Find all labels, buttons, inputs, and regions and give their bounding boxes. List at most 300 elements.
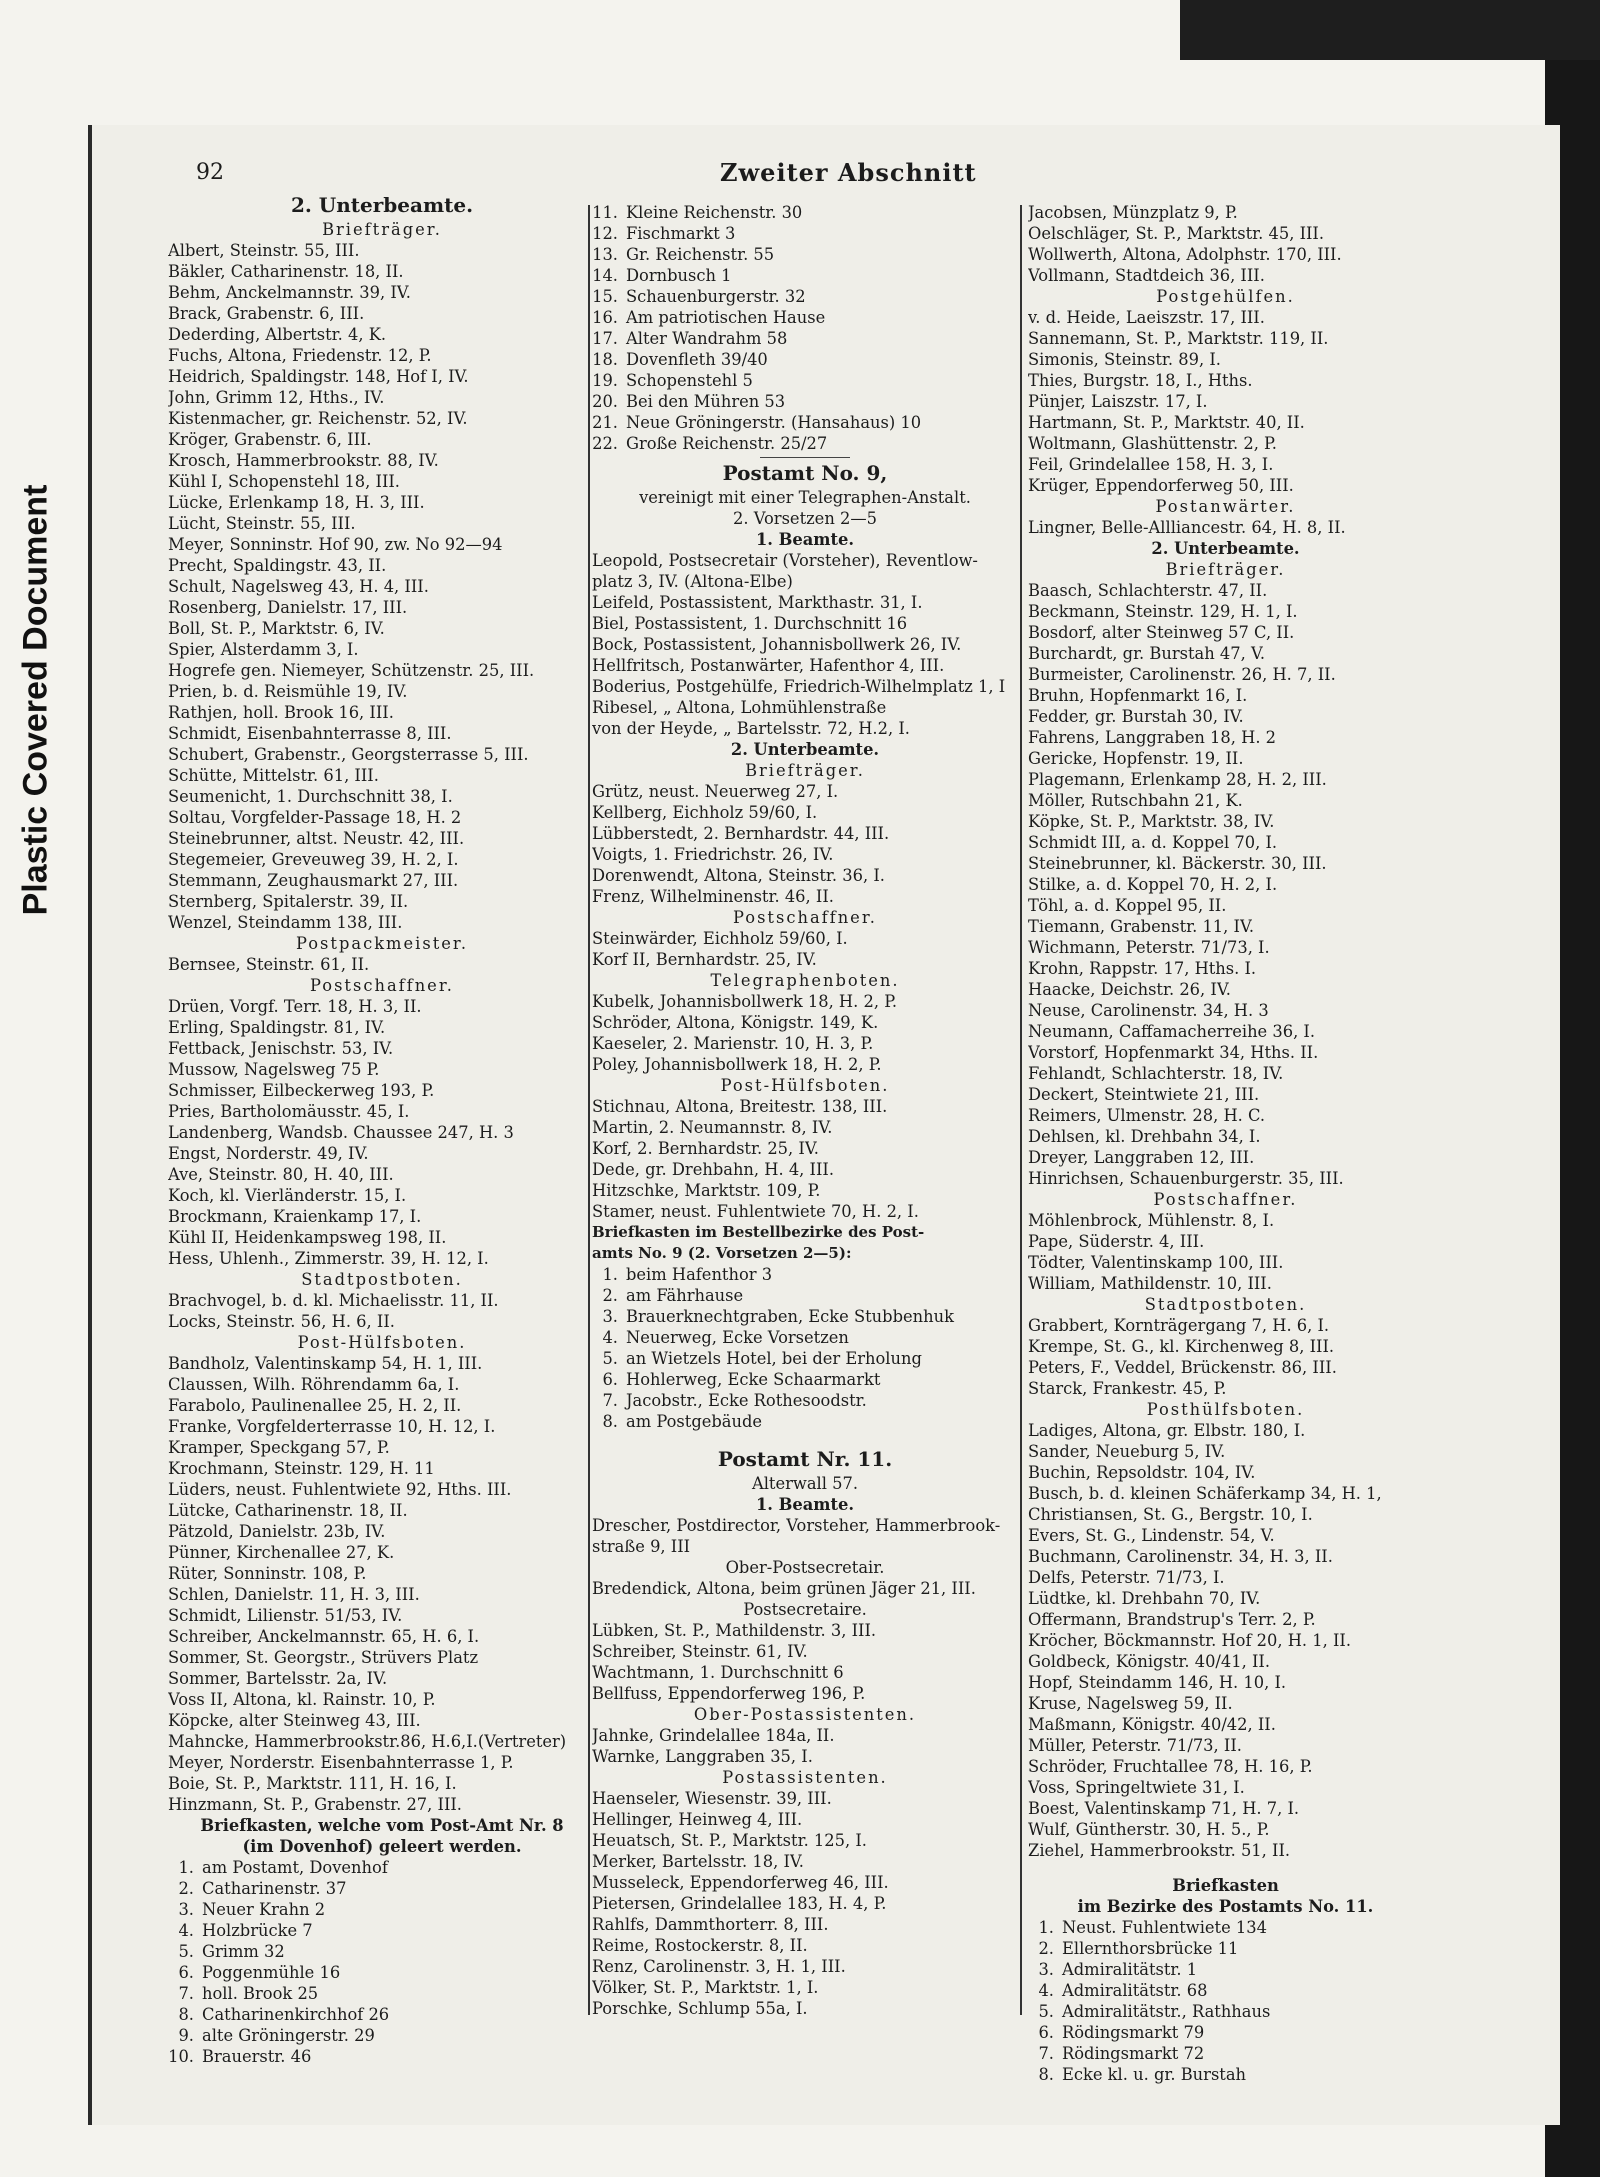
entry-text: Vorstorf, Hopfenmarkt 34, Hths. II. — [1028, 1043, 1319, 1062]
list-number: 4. — [178, 1921, 194, 1940]
directory-entry — [168, 891, 596, 912]
entry-text: Mussow, Nagelsweg 75 P. — [168, 1060, 380, 1079]
entry-text: Kröcher, Böckmannstr. Hof 20, H. 1, II. — [1028, 1631, 1352, 1650]
directory-entry — [1028, 1168, 1423, 1189]
entry-text: Bock, Postassistent, Johannisbollwerk 26, IV. — [592, 635, 962, 654]
directory-entry — [1028, 202, 1423, 223]
entry-text: Christiansen, St. G., Bergstr. 10, I. — [1028, 1505, 1313, 1524]
entry-text: Fettback, Jenischstr. 53, IV. — [168, 1039, 394, 1058]
entry-text: Rosenberg, Danielstr. 17, III. — [168, 598, 408, 617]
entry-text: Dede, gr. Drehbahn, H. 4, III. — [592, 1160, 834, 1179]
directory-entry — [168, 324, 596, 345]
list-number: 5. — [1038, 2002, 1054, 2021]
directory-entry — [592, 634, 1018, 655]
directory-entry — [168, 408, 596, 429]
directory-entry — [1028, 790, 1423, 811]
directory-entry — [1028, 1126, 1423, 1147]
entry-text: Seumenicht, 1. Durchschnitt 38, I. — [168, 787, 453, 806]
directory-entry — [1028, 265, 1423, 286]
entry-text: Musseleck, Eppendorferweg 46, III. — [592, 1873, 889, 1892]
bold-heading — [168, 1815, 596, 1836]
mailbox-list-item — [168, 1920, 596, 1941]
entry-text: Dederding, Albertstr. 4, K. — [168, 325, 387, 344]
directory-entry — [592, 1662, 1018, 1683]
directory-entry — [592, 1180, 1018, 1201]
centered-note — [592, 1599, 1018, 1620]
bold-heading — [168, 1836, 596, 1857]
list-number: 6. — [178, 1963, 194, 1982]
entry-text: Briefkasten — [1172, 1876, 1279, 1895]
directory-entry — [1028, 643, 1423, 664]
entry-text: Prien, b. d. Reismühle 19, IV. — [168, 682, 408, 701]
entry-text: Stamer, neust. Fuhlentwiete 70, H. 2, I. — [592, 1202, 919, 1221]
directory-entry — [168, 555, 596, 576]
mailbox-list-item — [592, 370, 1018, 391]
bold-heading — [1028, 1896, 1423, 1917]
entry-text: Brauerknechtgraben, Ecke Stubbenhuk — [626, 1307, 954, 1326]
entry-text: Bandholz, Valentinskamp 54, H. 1, III. — [168, 1354, 483, 1373]
entry-text: Krosch, Hammerbrookstr. 88, IV. — [168, 451, 439, 470]
directory-entry — [1028, 580, 1423, 601]
entry-text: Plagemann, Erlenkamp 28, H. 2, III. — [1028, 770, 1327, 789]
directory-entry — [1028, 1105, 1423, 1126]
directory-entry — [168, 1437, 596, 1458]
list-number: 15. — [592, 287, 618, 306]
entry-text: Rödingsmarkt 79 — [1062, 2023, 1205, 2042]
mailbox-list-item — [168, 2004, 596, 2025]
directory-entry — [1028, 1567, 1423, 1588]
entry-text: Tiemann, Grabenstr. 11, IV. — [1028, 917, 1255, 936]
directory-entry — [168, 1647, 596, 1668]
directory-entry — [168, 1290, 596, 1311]
entry-text: Bredendick, Altona, beim grünen Jäger 21, III. — [592, 1579, 976, 1598]
directory-entry — [1028, 328, 1423, 349]
entry-text: Burchardt, gr. Burstah 47, V. — [1028, 644, 1266, 663]
entry-text: Krohn, Rappstr. 17, Hths. I. — [1028, 959, 1257, 978]
entry-text: Porschke, Schlump 55a, I. — [592, 1999, 808, 2018]
directory-entry — [168, 870, 596, 891]
directory-entry — [1028, 1231, 1423, 1252]
entry-text: Pätzold, Danielstr. 23b, IV. — [168, 1522, 386, 1541]
directory-entry — [168, 1794, 596, 1815]
plastic-covered-text: Plastic Covered Document — [16, 484, 55, 916]
entry-text: Brachvogel, b. d. kl. Michaelisstr. 11, II. — [168, 1291, 499, 1310]
directory-entry — [592, 1536, 1018, 1557]
directory-entry — [592, 1851, 1018, 1872]
entry-text: Schlen, Danielstr. 11, H. 3, III. — [168, 1585, 420, 1604]
directory-entry — [592, 949, 1018, 970]
directory-entry — [592, 1578, 1018, 1599]
directory-entry — [592, 1012, 1018, 1033]
mailbox-list-item — [168, 1983, 596, 2004]
entry-text: Schröder, Altona, Königstr. 149, K. — [592, 1013, 879, 1032]
entry-text: Kaeseler, 2. Marienstr. 10, H. 3, P. — [592, 1034, 874, 1053]
entry-text: Köpke, St. P., Marktstr. 38, IV. — [1028, 812, 1275, 831]
directory-entry — [1028, 685, 1423, 706]
entry-text: Müller, Peterstr. 71/73, II. — [1028, 1736, 1242, 1755]
entry-text: Fahrens, Langgraben 18, H. 2 — [1028, 728, 1277, 747]
directory-entry — [592, 1998, 1018, 2019]
entry-text: Bosdorf, alter Steinweg 57 C, II. — [1028, 623, 1295, 642]
directory-entry — [1028, 391, 1423, 412]
directory-entry — [592, 655, 1018, 676]
entry-text: Lübberstedt, 2. Bernhardstr. 44, III. — [592, 824, 890, 843]
directory-entry — [592, 676, 1018, 697]
centered-note — [592, 1473, 1018, 1494]
entry-text: Briefträger. — [745, 761, 865, 780]
entry-text: Ober-Postassistenten. — [693, 1705, 917, 1724]
entry-text: Pünjer, Laiszstr. 17, I. — [1028, 392, 1208, 411]
directory-entry — [592, 613, 1018, 634]
mailbox-list-item — [1028, 2001, 1423, 2022]
entry-text: 2. Unterbeamte. — [290, 193, 474, 217]
directory-entry — [168, 1395, 596, 1416]
scan-dark-corner — [1180, 0, 1600, 60]
mailbox-list-item — [1028, 2022, 1423, 2043]
entry-text: Heuatsch, St. P., Marktstr. 125, I. — [592, 1831, 867, 1850]
entry-text: Schröder, Fruchtallee 78, H. 16, P. — [1028, 1757, 1313, 1776]
directory-entry — [168, 492, 596, 513]
directory-entry — [592, 1893, 1018, 1914]
entry-text: Simonis, Steinstr. 89, I. — [1028, 350, 1221, 369]
entry-text: Posthülfsboten. — [1146, 1400, 1305, 1419]
directory-entry — [168, 303, 596, 324]
directory-entry — [592, 823, 1018, 844]
subsection-heading — [168, 1269, 596, 1290]
directory-entry — [168, 954, 596, 975]
directory-entry — [168, 744, 596, 765]
directory-entry — [1028, 1777, 1423, 1798]
directory-entry — [168, 261, 596, 282]
entry-text: Admiralitätstr., Rathhaus — [1062, 2002, 1271, 2021]
entry-text: Pünner, Kirchenallee 27, K. — [168, 1543, 395, 1562]
directory-entry — [1028, 1315, 1423, 1336]
entry-text: Hartmann, St. P., Marktstr. 40, II. — [1028, 413, 1305, 432]
running-head: Zweiter Abschnitt — [720, 158, 977, 187]
entry-text: Möller, Rutschbahn 21, K. — [1028, 791, 1243, 810]
entry-text: Dovenfleth 39/40 — [626, 350, 768, 369]
directory-entry — [168, 597, 596, 618]
list-number: 6. — [1038, 2023, 1054, 2042]
entry-text: Meyer, Sonninstr. Hof 90, zw. No 92—94 — [168, 535, 503, 554]
entry-text: Dehlsen, kl. Drehbahn 34, I. — [1028, 1127, 1261, 1146]
entry-text: Postschaffner. — [1153, 1190, 1298, 1209]
directory-entry — [168, 1542, 596, 1563]
mailbox-list-item — [592, 1348, 1018, 1369]
directory-entry — [1028, 769, 1423, 790]
right-column — [1028, 202, 1423, 2085]
entry-text: Poley, Johannisbollwerk 18, H. 2, P. — [592, 1055, 882, 1074]
left-column — [168, 192, 596, 2067]
mailbox-list-item — [592, 286, 1018, 307]
entry-text: Rahlfs, Dammthorterr. 8, III. — [592, 1915, 829, 1934]
mailbox-list-item — [168, 1878, 596, 1899]
directory-entry — [1028, 1357, 1423, 1378]
directory-entry — [1028, 1336, 1423, 1357]
list-number: 21. — [592, 413, 618, 432]
entry-text: Ladiges, Altona, gr. Elbstr. 180, I. — [1028, 1421, 1306, 1440]
directory-entry — [168, 912, 596, 933]
entry-text: Voigts, 1. Friedrichstr. 26, IV. — [592, 845, 834, 864]
entry-text: Rathjen, holl. Brook 16, III. — [168, 703, 394, 722]
directory-entry — [168, 282, 596, 303]
entry-text: Starck, Frankestr. 45, P. — [1028, 1379, 1227, 1398]
entry-text: Kellberg, Eichholz 59/60, I. — [592, 803, 818, 822]
list-number: 4. — [602, 1328, 618, 1347]
directory-entry — [168, 1143, 596, 1164]
entry-text: Töhl, a. d. Koppel 95, II. — [1028, 896, 1227, 915]
directory-entry — [592, 886, 1018, 907]
bold-heading — [592, 1222, 1018, 1243]
entry-text: Ave, Steinstr. 80, H. 40, III. — [168, 1165, 394, 1184]
mailbox-list-item — [592, 1369, 1018, 1390]
centered-note — [592, 508, 1018, 529]
subsection-heading — [1028, 1189, 1423, 1210]
entry-text: holl. Brook 25 — [202, 1984, 319, 2003]
directory-entry — [592, 1033, 1018, 1054]
directory-entry — [1028, 664, 1423, 685]
directory-entry — [592, 991, 1018, 1012]
entry-text: Hopf, Steindamm 146, H. 10, I. — [1028, 1673, 1287, 1692]
entry-text: Renz, Carolinenstr. 3, H. 1, III. — [592, 1957, 846, 1976]
entry-text: Merker, Bartelsstr. 18, IV. — [592, 1852, 804, 1871]
entry-text: Postamt Nr. 11. — [717, 1447, 893, 1471]
directory-entry — [592, 928, 1018, 949]
directory-entry — [592, 1935, 1018, 1956]
entry-text: Peters, F., Veddel, Brückenstr. 86, III. — [1028, 1358, 1337, 1377]
mailbox-list-item — [592, 1264, 1018, 1285]
mailbox-list-item — [1028, 1980, 1423, 2001]
directory-entry — [1028, 1063, 1423, 1084]
directory-entry — [1028, 1378, 1423, 1399]
entry-text: Precht, Spaldingstr. 43, II. — [168, 556, 387, 575]
list-number: 2. — [1038, 1939, 1054, 1958]
list-number: 8. — [602, 1412, 618, 1431]
mailbox-list-item — [592, 1411, 1018, 1432]
subsection-heading — [1028, 496, 1423, 517]
directory-entry — [1028, 916, 1423, 937]
entry-text: Voss, Springeltwiete 31, I. — [1028, 1778, 1245, 1797]
directory-entry — [1028, 433, 1423, 454]
entry-text: Woltmann, Glashüttenstr. 2, P. — [1028, 434, 1277, 453]
directory-entry — [168, 1521, 596, 1542]
directory-entry — [1028, 1651, 1423, 1672]
directory-entry — [1028, 1210, 1423, 1231]
column-divider-right — [1020, 205, 1022, 2015]
entry-text: Kröger, Grabenstr. 6, III. — [168, 430, 372, 449]
entry-text: Ober-Postsecretair. — [725, 1558, 885, 1577]
list-number: 16. — [592, 308, 618, 327]
entry-text: Krüger, Eppendorferweg 50, III. — [1028, 476, 1294, 495]
directory-entry — [168, 1017, 596, 1038]
entry-text: Kistenmacher, gr. Reichenstr. 52, IV. — [168, 409, 468, 428]
entry-text: Drüen, Vorgf. Terr. 18, H. 3, II. — [168, 997, 422, 1016]
entry-text: Sander, Neueburg 5, IV. — [1028, 1442, 1226, 1461]
entry-text: Hellinger, Heinweg 4, III. — [592, 1810, 803, 1829]
entry-text: alte Gröningerstr. 29 — [202, 2026, 375, 2045]
entry-text: Stegemeier, Greveuweg 39, H. 2, I. — [168, 850, 459, 869]
entry-text: Schmidt III, a. d. Koppel 70, I. — [1028, 833, 1278, 852]
directory-entry — [168, 1059, 596, 1080]
mailbox-list-item — [592, 349, 1018, 370]
entry-text: Schubert, Grabenstr., Georgsterrasse 5, III. — [168, 745, 529, 764]
mailbox-list-item — [592, 1285, 1018, 1306]
entry-text: 2. Unterbeamte. — [1151, 539, 1300, 558]
list-number: 1. — [602, 1265, 618, 1284]
entry-text: Lüders, neust. Fuhlentwiete 92, Hths. III. — [168, 1480, 512, 1499]
directory-entry — [168, 1458, 596, 1479]
entry-text: Kramper, Speckgang 57, P. — [168, 1438, 390, 1457]
entry-text: Tödter, Valentinskamp 100, III. — [1028, 1253, 1284, 1272]
directory-entry — [168, 1416, 596, 1437]
subsection-heading — [168, 975, 596, 996]
directory-entry — [592, 1725, 1018, 1746]
entry-text: Hohlerweg, Ecke Schaarmarkt — [626, 1370, 881, 1389]
entry-text: Brauerstr. 46 — [202, 2047, 312, 2066]
directory-entry — [1028, 1609, 1423, 1630]
directory-entry — [168, 1248, 596, 1269]
directory-entry — [168, 513, 596, 534]
subsection-heading — [592, 970, 1018, 991]
directory-entry — [1028, 1756, 1423, 1777]
directory-entry — [1028, 370, 1423, 391]
directory-entry — [1028, 1546, 1423, 1567]
entry-text: am Postamt, Dovenhof — [202, 1858, 388, 1877]
section-gap — [592, 1432, 1018, 1446]
entry-text: Sternberg, Spitalerstr. 39, II. — [168, 892, 409, 911]
directory-entry — [1028, 958, 1423, 979]
directory-entry — [168, 702, 596, 723]
directory-entry — [168, 429, 596, 450]
entry-text: Krempe, St. G., kl. Kirchenweg 8, III. — [1028, 1337, 1335, 1356]
entry-text: Boll, St. P., Marktstr. 6, IV. — [168, 619, 385, 638]
mailbox-list-item — [168, 2025, 596, 2046]
page-number: 92 — [196, 160, 224, 185]
entry-text: Haenseler, Wiesenstr. 39, III. — [592, 1789, 832, 1808]
middle-column — [592, 202, 1018, 2019]
entry-text: Delfs, Peterstr. 71/73, I. — [1028, 1568, 1225, 1587]
subsection-heading — [592, 1767, 1018, 1788]
entry-text: Stilke, a. d. Koppel 70, H. 2, I. — [1028, 875, 1278, 894]
entry-text: Burmeister, Carolinenstr. 26, H. 7, II. — [1028, 665, 1336, 684]
directory-entry — [1028, 307, 1423, 328]
directory-entry — [1028, 832, 1423, 853]
entry-text: Hogrefe gen. Niemeyer, Schützenstr. 25, III. — [168, 661, 535, 680]
directory-entry — [592, 697, 1018, 718]
entry-text: Spier, Alsterdamm 3, I. — [168, 640, 359, 659]
directory-entry — [592, 844, 1018, 865]
list-number: 1. — [1038, 1918, 1054, 1937]
entry-text: Brack, Grabenstr. 6, III. — [168, 304, 365, 323]
directory-entry — [168, 849, 596, 870]
subsection-heading — [592, 760, 1018, 781]
directory-entry — [168, 1689, 596, 1710]
centered-note — [592, 487, 1018, 508]
entry-text: Schreiber, Steinstr. 61, IV. — [592, 1642, 808, 1661]
directory-entry — [1028, 979, 1423, 1000]
entry-text: Maßmann, Königstr. 40/42, II. — [1028, 1715, 1276, 1734]
directory-entry — [1028, 1504, 1423, 1525]
entry-text: Catharinenstr. 37 — [202, 1879, 347, 1898]
entry-text: Schmisser, Eilbeckerweg 193, P. — [168, 1081, 435, 1100]
mailbox-list-item — [592, 244, 1018, 265]
entry-text: Fedder, gr. Burstah 30, IV. — [1028, 707, 1244, 726]
entry-text: beim Hafenthor 3 — [626, 1265, 773, 1284]
entry-text: Neue Gröningerstr. (Hansahaus) 10 — [626, 413, 922, 432]
entry-text: Postgehülfen. — [1156, 287, 1295, 306]
list-number: 5. — [602, 1349, 618, 1368]
directory-entry — [1028, 1630, 1423, 1651]
entry-text: Mahncke, Hammerbrookstr.86, H.6,I.(Vertreter) — [168, 1732, 567, 1751]
list-number: 5. — [178, 1942, 194, 1961]
directory-entry — [1028, 1000, 1423, 1021]
entry-text: Schult, Nagelsweg 43, H. 4, III. — [168, 577, 429, 596]
directory-entry — [168, 1773, 596, 1794]
directory-entry — [168, 639, 596, 660]
entry-text: Krochmann, Steinstr. 129, H. 11 — [168, 1459, 435, 1478]
directory-entry — [168, 387, 596, 408]
entry-text: Neuerweg, Ecke Vorsetzen — [626, 1328, 849, 1347]
entry-text: Albert, Steinstr. 55, III. — [168, 241, 360, 260]
list-number: 6. — [602, 1370, 618, 1389]
entry-text: Völker, St. P., Marktstr. 1, I. — [592, 1978, 819, 1997]
entry-text: Schauenburgerstr. 32 — [626, 287, 806, 306]
directory-entry — [1028, 475, 1423, 496]
entry-text: Bäkler, Catharinenstr. 18, II. — [168, 262, 404, 281]
list-number: 17. — [592, 329, 618, 348]
entry-text: Möhlenbrock, Mühlenstr. 8, I. — [1028, 1211, 1275, 1230]
entry-text: Post-Hülfsboten. — [720, 1076, 890, 1095]
entry-text: Frenz, Wilhelminenstr. 46, II. — [592, 887, 834, 906]
directory-entry — [1028, 937, 1423, 958]
entry-text: Korf II, Bernhardstr. 25, IV. — [592, 950, 817, 969]
entry-text: Schmidt, Eisenbahnterrasse 8, III. — [168, 724, 452, 743]
entry-text: Ellernthorsbrücke 11 — [1062, 1939, 1239, 1958]
list-number: 1. — [178, 1858, 194, 1877]
directory-entry — [592, 802, 1018, 823]
directory-entry — [1028, 1021, 1423, 1042]
directory-entry — [592, 1515, 1018, 1536]
entry-text: Fehlandt, Schlachterstr. 18, IV. — [1028, 1064, 1284, 1083]
directory-entry — [592, 1054, 1018, 1075]
entry-text: Dreyer, Langgraben 12, III. — [1028, 1148, 1255, 1167]
entry-text: 2. Unterbeamte. — [730, 740, 880, 759]
bold-heading — [1028, 538, 1423, 559]
entry-text: Behm, Anckelmannstr. 39, IV. — [168, 283, 411, 302]
subsection-heading — [168, 933, 596, 954]
list-number: 2. — [178, 1879, 194, 1898]
entry-text: Postschaffner. — [732, 908, 877, 927]
section-heading — [592, 460, 1018, 487]
directory-entry — [1028, 1840, 1423, 1861]
entry-text: Bellfuss, Eppendorferweg 196, P. — [592, 1684, 866, 1703]
entry-text: Buchin, Repsoldstr. 104, IV. — [1028, 1463, 1256, 1482]
entry-text: Briefträger. — [1165, 560, 1286, 579]
mailbox-list-item — [592, 412, 1018, 433]
entry-text: am Fährhause — [626, 1286, 744, 1305]
entry-text: am Postgebäude — [626, 1412, 763, 1431]
directory-entry — [592, 1201, 1018, 1222]
entry-text: Hellfritsch, Postanwärter, Hafenthor 4, III. — [592, 656, 945, 675]
directory-entry — [168, 618, 596, 639]
entry-text: Beckmann, Steinstr. 129, H. 1, I. — [1028, 602, 1298, 621]
mailbox-list-item — [1028, 1917, 1423, 1938]
mailbox-list-item — [592, 202, 1018, 223]
entry-text: Große Reichenstr. 25/27 — [626, 434, 828, 453]
directory-entry — [592, 1641, 1018, 1662]
directory-entry — [168, 345, 596, 366]
entry-text: Stemmann, Zeughausmarkt 27, III. — [168, 871, 459, 890]
